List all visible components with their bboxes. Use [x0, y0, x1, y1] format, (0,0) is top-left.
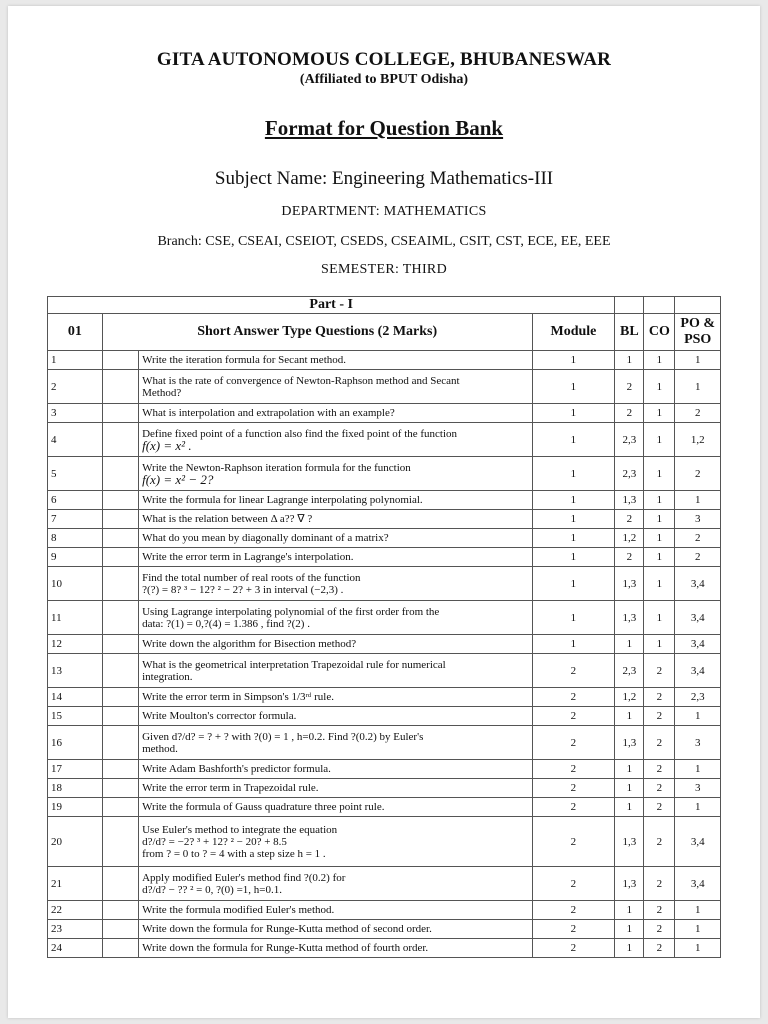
- po-pso-value: 2,3: [675, 688, 721, 707]
- question-text: [139, 939, 532, 958]
- question-line: Write the iteration formula for Secant method.: [142, 354, 346, 366]
- table-row: [48, 867, 721, 901]
- question-line: What is the relation between Δ a?? ∇ ?: [142, 513, 313, 525]
- module-value: 2: [532, 939, 615, 958]
- module-value: 2: [532, 726, 615, 760]
- question-line: Write Adam Bashforth's predictor formula.: [142, 763, 331, 775]
- question-text: [139, 370, 532, 404]
- question-line: Write the error term in Lagrange's interpolation.: [142, 551, 354, 563]
- question-line: Write down the algorithm for Bisection method?: [142, 638, 357, 650]
- blank-cell: [102, 370, 138, 404]
- po-pso-value: 1: [675, 901, 721, 920]
- po-pso-value: 1: [675, 707, 721, 726]
- question-text: [139, 920, 532, 939]
- blank-cell: [102, 510, 138, 529]
- question-number: 14: [48, 688, 103, 707]
- module-value: 1: [532, 457, 615, 491]
- question-number: 22: [48, 901, 103, 920]
- po-pso-value: 3,4: [675, 635, 721, 654]
- question-line: Using Lagrange interpolating polynomial of the first order from the: [142, 605, 440, 618]
- co-value: 2: [644, 817, 675, 867]
- affiliation: (Affiliated to BPUT Odisha): [299, 72, 469, 87]
- bl-value: 1,3: [615, 601, 644, 635]
- college-name: GITA AUTONOMOUS COLLEGE, BHUBANESWAR: [156, 49, 612, 70]
- question-line: Write down the formula for Runge-Kutta method of second order.: [142, 923, 432, 935]
- bl-value: 2: [615, 548, 644, 567]
- question-text: [139, 351, 532, 370]
- question-number: 21: [48, 867, 103, 901]
- co-value: 1: [644, 351, 675, 370]
- question-line: method.: [142, 742, 178, 755]
- question-number: 15: [48, 707, 103, 726]
- question-number: 7: [48, 510, 103, 529]
- question-text: [139, 457, 532, 491]
- question-line: What is the rate of convergence of Newton-Raphson method and Secant: [142, 374, 460, 387]
- question-line: Write Moulton's corrector formula.: [142, 710, 297, 722]
- module-value: 1: [532, 510, 615, 529]
- bl-value: 1,3: [615, 867, 644, 901]
- table-row: [48, 370, 721, 404]
- table-row: [48, 601, 721, 635]
- blank-cell: [102, 688, 138, 707]
- question-bank-table: [47, 296, 721, 958]
- po-pso-value: 3,4: [675, 567, 721, 601]
- co-value: 2: [644, 901, 675, 920]
- question-line: ?(?) = 8? ³ − 12? ² − 2? + 3 in interval (−2,3) .: [142, 583, 344, 596]
- po-pso-value: 3: [675, 726, 721, 760]
- module-value: 2: [532, 654, 615, 688]
- question-text: [139, 654, 532, 688]
- question-number: 17: [48, 760, 103, 779]
- question-number: 3: [48, 404, 103, 423]
- co-value: 2: [644, 726, 675, 760]
- table-row: [48, 901, 721, 920]
- part-label: Part - I: [48, 297, 615, 314]
- bl-value: 1,3: [615, 817, 644, 867]
- module-value: 2: [532, 798, 615, 817]
- question-line: What do you mean by diagonally dominant of a matrix?: [142, 532, 389, 544]
- col-co: CO: [644, 314, 675, 351]
- po-pso-value: 2: [675, 404, 721, 423]
- question-line: What is the geometrical interpretation Trapezoidal rule for numerical: [142, 658, 446, 671]
- question-text: [139, 798, 532, 817]
- bl-value: 1: [615, 779, 644, 798]
- question-text: [139, 567, 532, 601]
- question-text: [139, 901, 532, 920]
- blank-cell: [102, 920, 138, 939]
- question-number: 18: [48, 779, 103, 798]
- module-value: 2: [532, 920, 615, 939]
- module-value: 1: [532, 548, 615, 567]
- po-pso-value: 3,4: [675, 654, 721, 688]
- semester: SEMESTER: THIRD: [321, 262, 447, 277]
- question-line: d?/d? = −2? ³ + 12? ² − 20? + 8.5: [142, 835, 287, 848]
- co-value: 1: [644, 567, 675, 601]
- bl-value: 1,2: [615, 688, 644, 707]
- blank-cell: [102, 867, 138, 901]
- blank-cell: [102, 779, 138, 798]
- bl-value: 2: [615, 510, 644, 529]
- table-row: [48, 939, 721, 958]
- table-row: [48, 688, 721, 707]
- question-text: [139, 423, 532, 457]
- po-pso-value: 3: [675, 510, 721, 529]
- question-line: data: ?(1) = 0,?(4) = 1.386 , find ?(2) .: [142, 617, 310, 630]
- po-pso-value: 2: [675, 529, 721, 548]
- module-value: 1: [532, 601, 615, 635]
- table-row: [48, 920, 721, 939]
- table-row: [48, 817, 721, 867]
- question-rows: [48, 351, 721, 958]
- question-number: 20: [48, 817, 103, 867]
- blank-cell: [102, 798, 138, 817]
- table-row: [48, 529, 721, 548]
- col-bl: BL: [615, 314, 644, 351]
- department: DEPARTMENT: MATHEMATICS: [281, 204, 487, 219]
- format-title-text: Format for Question Bank: [264, 116, 504, 140]
- module-value: 2: [532, 688, 615, 707]
- question-line: Write the Newton-Raphson iteration formula for the function: [142, 461, 411, 474]
- part-empty-co: [644, 297, 675, 314]
- module-value: 2: [532, 760, 615, 779]
- blank-cell: [102, 567, 138, 601]
- table-row: [48, 760, 721, 779]
- po-pso-value: 1,2: [675, 423, 721, 457]
- bl-value: 1: [615, 798, 644, 817]
- question-text: [139, 491, 532, 510]
- question-line: Write the error term in Simpson's 1/3ʳᵈ rule.: [142, 691, 334, 703]
- module-value: 1: [532, 529, 615, 548]
- po-pso-value: 3,4: [675, 601, 721, 635]
- question-text: [139, 760, 532, 779]
- question-line: Write the formula modified Euler's method.: [142, 904, 335, 916]
- col-po-pso: PO & PSO: [675, 314, 721, 351]
- branch: Branch: CSE, CSEAI, CSEIOT, CSEDS, CSEAIML, CSIT, CST, ECE, EE, EEE: [157, 234, 611, 249]
- po-pso-value: 1: [675, 760, 721, 779]
- question-text: [139, 688, 532, 707]
- module-value: 2: [532, 817, 615, 867]
- blank-cell: [102, 601, 138, 635]
- subject-name: Subject Name: Engineering Mathematics-III: [214, 168, 554, 189]
- table-row: [48, 491, 721, 510]
- co-value: 2: [644, 760, 675, 779]
- blank-cell: [102, 457, 138, 491]
- co-value: 1: [644, 601, 675, 635]
- blank-cell: [102, 404, 138, 423]
- module-value: 1: [532, 370, 615, 404]
- bl-value: 1: [615, 351, 644, 370]
- question-text: [139, 867, 532, 901]
- question-number: 12: [48, 635, 103, 654]
- co-value: 2: [644, 654, 675, 688]
- bl-value: 2,3: [615, 654, 644, 688]
- po-pso-value: 1: [675, 798, 721, 817]
- col-module: Module: [532, 314, 615, 351]
- blank-cell: [102, 548, 138, 567]
- question-line: f(x) = x² .: [142, 437, 192, 453]
- co-value: 1: [644, 491, 675, 510]
- question-line: f(x) = x² − 2?: [142, 471, 214, 487]
- question-line: Write the formula of Gauss quadrature three point rule.: [142, 801, 385, 813]
- po-pso-value: 1: [675, 491, 721, 510]
- question-line: d?/d? − ?? ² = 0, ?(0) =1, h=0.1.: [142, 883, 282, 896]
- bl-value: 2,3: [615, 423, 644, 457]
- format-title: [8, 116, 760, 141]
- question-line: from ? = 0 to ? = 4 with a step size h = 1 .: [142, 847, 326, 860]
- bl-value: 1: [615, 901, 644, 920]
- co-value: 2: [644, 688, 675, 707]
- question-number: 6: [48, 491, 103, 510]
- co-value: 2: [644, 798, 675, 817]
- bl-value: 1,3: [615, 491, 644, 510]
- bl-value: 2: [615, 404, 644, 423]
- part-empty-po: [675, 297, 721, 314]
- module-value: 1: [532, 423, 615, 457]
- co-value: 2: [644, 939, 675, 958]
- po-pso-value: 1: [675, 370, 721, 404]
- module-value: 1: [532, 351, 615, 370]
- blank-cell: [102, 654, 138, 688]
- module-value: 1: [532, 491, 615, 510]
- document-page: [8, 6, 760, 1018]
- blank-cell: [102, 939, 138, 958]
- bl-value: 1,2: [615, 529, 644, 548]
- question-text: [139, 404, 532, 423]
- question-text: [139, 529, 532, 548]
- section-title: Short Answer Type Questions (2 Marks): [102, 314, 532, 351]
- table-row: [48, 548, 721, 567]
- co-value: 1: [644, 510, 675, 529]
- table-row: [48, 404, 721, 423]
- question-number: 13: [48, 654, 103, 688]
- po-pso-value: 3: [675, 779, 721, 798]
- question-number: 23: [48, 920, 103, 939]
- question-text: [139, 510, 532, 529]
- question-number: 19: [48, 798, 103, 817]
- question-number: 2: [48, 370, 103, 404]
- question-number: 1: [48, 351, 103, 370]
- bl-value: 1: [615, 939, 644, 958]
- table-row: [48, 635, 721, 654]
- question-line: Given d?/d? = ? + ? with ?(0) = 1 , h=0.2. Find ?(0.2) by Euler's: [142, 730, 424, 743]
- question-text: [139, 726, 532, 760]
- module-value: 2: [532, 779, 615, 798]
- table-row: [48, 423, 721, 457]
- question-text: [139, 817, 532, 867]
- bl-value: 1,3: [615, 567, 644, 601]
- po-pso-value: 1: [675, 920, 721, 939]
- co-value: 2: [644, 867, 675, 901]
- co-value: 1: [644, 423, 675, 457]
- question-line: Use Euler's method to integrate the equation: [142, 823, 338, 836]
- co-value: 1: [644, 370, 675, 404]
- question-line: Method?: [142, 386, 182, 399]
- question-line: Find the total number of real roots of the function: [142, 571, 361, 584]
- blank-cell: [102, 491, 138, 510]
- question-line: Write down the formula for Runge-Kutta method of fourth order.: [142, 942, 429, 954]
- question-number: 8: [48, 529, 103, 548]
- blank-cell: [102, 760, 138, 779]
- module-value: 1: [532, 567, 615, 601]
- po-pso-value: 3,4: [675, 817, 721, 867]
- question-text: [139, 601, 532, 635]
- question-line: Write the error term in Trapezoidal rule.: [142, 782, 319, 794]
- module-value: 2: [532, 901, 615, 920]
- table-row: [48, 510, 721, 529]
- question-number: 4: [48, 423, 103, 457]
- bl-value: 1: [615, 707, 644, 726]
- question-number: 11: [48, 601, 103, 635]
- question-text: [139, 635, 532, 654]
- blank-cell: [102, 726, 138, 760]
- question-text: [139, 779, 532, 798]
- po-pso-value: 2: [675, 548, 721, 567]
- bl-value: 1: [615, 635, 644, 654]
- question-line: Write the formula for linear Lagrange interpolating polynomial.: [142, 494, 423, 506]
- question-number: 16: [48, 726, 103, 760]
- bl-value: 2,3: [615, 457, 644, 491]
- section-number: 01: [48, 314, 103, 351]
- bl-value: 1: [615, 760, 644, 779]
- table-row: [48, 726, 721, 760]
- question-line: What is interpolation and extrapolation with an example?: [142, 407, 395, 419]
- bl-value: 1: [615, 920, 644, 939]
- blank-cell: [102, 817, 138, 867]
- module-value: 2: [532, 707, 615, 726]
- blank-cell: [102, 707, 138, 726]
- bl-value: 1,3: [615, 726, 644, 760]
- co-value: 1: [644, 457, 675, 491]
- table-row: [48, 457, 721, 491]
- part-empty-bl: [615, 297, 644, 314]
- table-row: [48, 654, 721, 688]
- po-pso-value: 3,4: [675, 867, 721, 901]
- table-row: [48, 798, 721, 817]
- part-row: [48, 297, 721, 314]
- co-value: 1: [644, 529, 675, 548]
- question-text: [139, 707, 532, 726]
- co-value: 2: [644, 920, 675, 939]
- bl-value: 2: [615, 370, 644, 404]
- po-pso-value: 1: [675, 351, 721, 370]
- question-number: 10: [48, 567, 103, 601]
- table-row: [48, 707, 721, 726]
- table-row: [48, 779, 721, 798]
- question-number: 5: [48, 457, 103, 491]
- blank-cell: [102, 901, 138, 920]
- header-row: [48, 314, 721, 351]
- co-value: 1: [644, 404, 675, 423]
- question-number: 9: [48, 548, 103, 567]
- question-text: [139, 548, 532, 567]
- blank-cell: [102, 635, 138, 654]
- table-row: [48, 351, 721, 370]
- question-line: Define fixed point of a function also find the fixed point of the function: [142, 427, 458, 440]
- co-value: 2: [644, 779, 675, 798]
- co-value: 2: [644, 707, 675, 726]
- po-pso-value: 2: [675, 457, 721, 491]
- module-value: 1: [532, 635, 615, 654]
- co-value: 1: [644, 635, 675, 654]
- module-value: 2: [532, 867, 615, 901]
- blank-cell: [102, 351, 138, 370]
- table-row: [48, 567, 721, 601]
- question-line: integration.: [142, 670, 193, 683]
- question-number: 24: [48, 939, 103, 958]
- blank-cell: [102, 529, 138, 548]
- po-pso-value: 1: [675, 939, 721, 958]
- co-value: 1: [644, 548, 675, 567]
- question-line: Apply modified Euler's method find ?(0.2) for: [142, 871, 346, 884]
- module-value: 1: [532, 404, 615, 423]
- blank-cell: [102, 423, 138, 457]
